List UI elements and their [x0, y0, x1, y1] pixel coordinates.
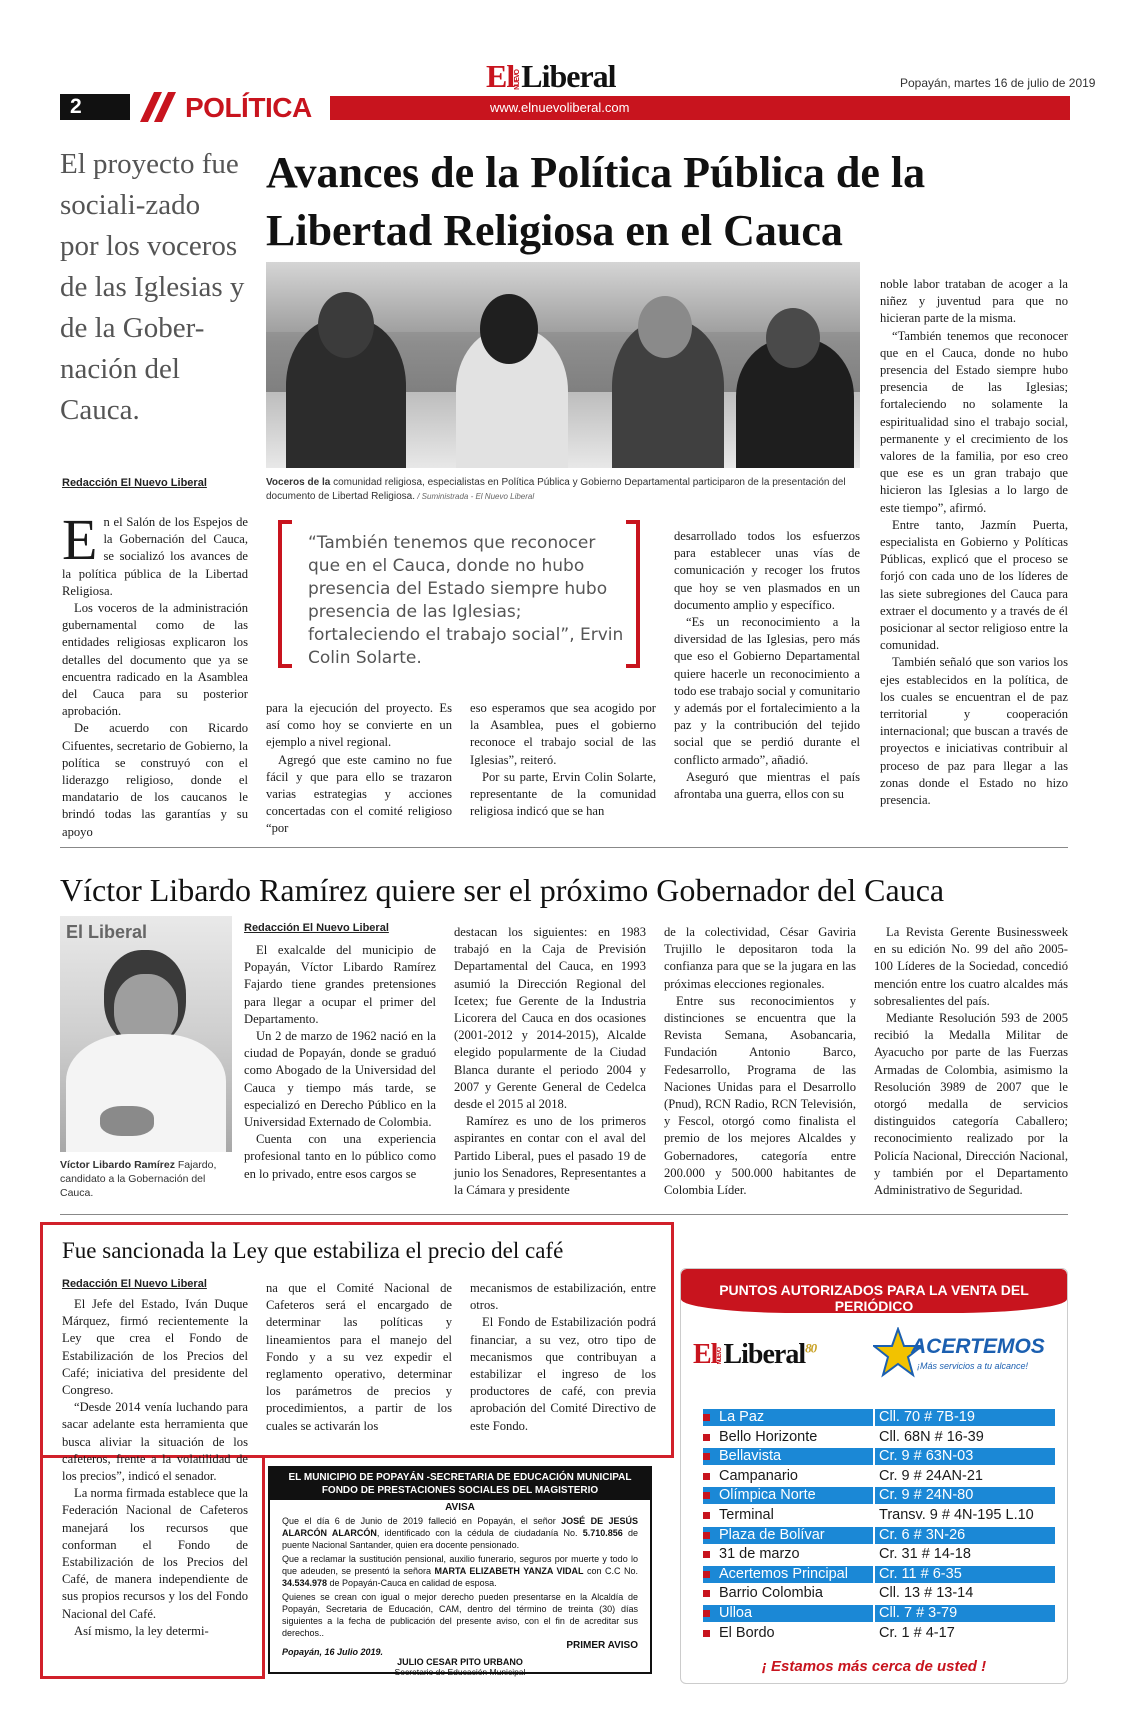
- drop-cap: E: [62, 507, 98, 572]
- notice-aviso-label: PRIMER AVISO: [566, 1640, 638, 1651]
- sales-point-name: Terminal: [719, 1507, 774, 1523]
- paragraph: El Fondo de Estabilización podrá financiar, a su vez, otro tipo de mecanismos que contribuyan a estabilizar el ingreso de los productores de café, con previa aprobación del Comité Directivo de este Fondo.: [470, 1315, 656, 1433]
- paragraph: eso esperamos que sea acogido por la Asamblea, pues el gobierno reconoce el trabajo social de las Iglesias”, reiteró.: [470, 701, 656, 767]
- notice-header-line1: EL MUNICIPIO DE POPAYÁN -SECRETARIA DE EDUCACIÓN MUNICIPAL: [288, 1472, 632, 1483]
- paragraph: También señaló que son varios los ejes establecidos en la política, de los cuales se encuentran el de paz territorial y cooperación internacional; que buscan a través de proyectos e iniciativas contribuir al proceso de paz para llegar a las zonas donde el Estado no hizo presencia.: [880, 655, 1068, 808]
- sales-points-box: [680, 1268, 1068, 1684]
- sales-point-name: Plaza de Bolívar: [719, 1526, 825, 1543]
- column-separator: [873, 1605, 875, 1622]
- article1-column-2: [266, 700, 452, 838]
- bullet-icon: [703, 1571, 710, 1578]
- candidate-caption-text: Fajardo, candidato a la Gobernación del Cauca.: [60, 1159, 217, 1199]
- sales-point-row: [703, 1409, 1055, 1426]
- notice-place-date: Popayán, 16 Julio 2019.: [282, 1647, 384, 1657]
- paragraph: destacan los siguientes: en 1983 trabajó en la Caja de Previsión Departamental del Cauca, en 1993 asumió la Dirección Regional del Icetex; fue Gerente de la Industria Licorera del Cauca en dos ocasiones (2001-2012 y 2014-2015), Alcalde elegido popularmente de la Ciudad Blanca durante el periodo 2004 y 2007 y Gerente General de Cedelca desde el 2015 al 2018.: [454, 925, 646, 1112]
- notice-header-line2: FONDO DE PRESTACIONES SOCIALES DEL MAGISTERIO: [321, 1485, 599, 1496]
- column-separator: [873, 1546, 875, 1563]
- bullet-icon: [703, 1414, 710, 1421]
- column-separator: [873, 1409, 875, 1426]
- sales-point-address: Cr. 9 # 24N-80: [879, 1487, 974, 1504]
- paragraph: Agregó que este camino no fue fácil y que para ello se trazaron varias estrategias y acciones concertadas con el comité religioso “por: [266, 752, 452, 836]
- sales-point-row: [703, 1566, 1055, 1583]
- paragraph: La norma firmada establece que la Federación Nacional de Cafeteros manejará los recursos que conforman el Fondo de Estabilización de los Precios del Café, de manera independiente de sus propios recursos y los del Fondo Nacional del Café.: [62, 1486, 248, 1621]
- paragraph: Aseguró que mientras el país afrontaba una guerra, ellos con su: [674, 769, 860, 802]
- paragraph: “Es un reconocimiento a la diversidad de las Iglesias, pero más que eso el Gobierno Departamental quiere hacerle un reconocimiento a todo ese trabajo social y comunitario y además por el fortalecimiento a la paz y la contribución del tejido social que se perdió durante el conflicto armado”, añadió.: [674, 615, 860, 767]
- notice-signer: JULIO CESAR PITO URBANO: [397, 1657, 523, 1667]
- paragraph: na que el Comité Nacional de Cafeteros será el encargado de determinar las políticas y lineamientos para el manejo del Fondo y a su vez expedir el reglamento operativo, determinar los parámetros de precios y procedimientos, a partir de los cuales se activarán los: [266, 1281, 452, 1433]
- article1-column-1: [62, 507, 248, 841]
- sales-point-name: 31 de marzo: [719, 1546, 800, 1563]
- column-separator: [873, 1507, 875, 1524]
- article3-byline: Redacción El Nuevo Liberal: [62, 1278, 207, 1290]
- article2-byline: Redacción El Nuevo Liberal: [244, 922, 389, 934]
- paragraph: mecanismos de estabilización, entre otros.: [470, 1281, 656, 1313]
- sales-point-name: Acertemos Principal: [719, 1565, 848, 1582]
- column-separator: [873, 1625, 875, 1642]
- paragraph: Entre tanto, Jazmín Puerta, especialista en Gobierno y Políticas Públicas, explicó que el proceso se forjó con cada uno de los líderes de las siete subregiones del Cauca para extraer el documento y a través de él posicionar al sector religioso entre la comunidad.: [880, 517, 1068, 653]
- caption-text: comunidad religiosa, especialistas en Política Pública y Gobierno Departamental participaron de la presentación del documento de Libertad Religiosa.: [266, 477, 846, 502]
- sales-point-address: Cll. 68N # 16-39: [879, 1428, 984, 1445]
- section-divider: [60, 847, 1068, 848]
- sales-point-address: Cr. 31 # 14-18: [879, 1546, 971, 1563]
- issue-date: Popayán, martes 16 de julio de 2019: [900, 76, 1096, 90]
- pull-quote-bracket-left: [278, 520, 292, 668]
- paragraph: Mediante Resolución 593 de 2005 recibió la Medalla Militar de Ayacucho por parte de las Fuerzas Armadas de Colombia, asimismo la Resolución 3989 de 2007 que le otorgó medalla de servicios distinguidos categoría Caballero; reconocimiento realizado por la Policía Nacional, Dirección Nacional, y también por el Departamento Administrativo de Seguridad.: [874, 1011, 1068, 1198]
- legal-notice: [268, 1466, 652, 1677]
- paragraph: “Desde 2014 venía luchando para sacar adelante esta herramienta que busca aliviar la situación de los cafeteros, frente a la volatilidad de los precios”, indicó el senador.: [62, 1400, 248, 1484]
- paragraph: Entre sus reconocimientos y distinciones se encuentra que la Revista Semana, Asobancaria, Fundación Antonio Barco, Fedesarrollo, Programa de las Naciones Unidas para el Desarrollo (Pnud), RCN Radio, RCN Televisión, y Fescol, otorgó como finalista el premio de los mejores Alcaldes y Gobernadores, categoría entre 200.000 y 500.000 habitantes de Colombia Líder.: [664, 993, 856, 1198]
- sales-point-row: [703, 1448, 1055, 1465]
- paragraph: noble labor trataban de acoger a la niñez y juventud para que no hicieran parte de la misma.: [880, 277, 1068, 326]
- paragraph: El exalcalde del municipio de Popayán, Víctor Libardo Ramírez Fajardo tiene grandes pretensiones para llegar a ocupar el primer del Departamento.: [244, 943, 436, 1026]
- article3-column-1: [62, 1296, 248, 1640]
- notice-paragraph: [270, 1552, 650, 1590]
- sales-point-name: Ulloa: [719, 1605, 753, 1621]
- notice-text: Que el día 6 de Junio de 2019 falleció en Popayán, el señor: [282, 1516, 562, 1526]
- paragraph: Ramírez es uno de los primeros aspirantes en contar con el aval del Partido Liberal, pues el pasado 19 de junio los Senadores, Representantes a la Cámara y presidente: [454, 1114, 646, 1198]
- notice-text: Que a reclamar la sustitución pensional, auxilio funerario, seguros por muerte y todo lo que adeuden, se presentó la señora: [282, 1554, 638, 1576]
- sales-point-row: [703, 1585, 1055, 1602]
- notice-paragraph: [270, 1514, 650, 1552]
- column-separator: [873, 1566, 875, 1583]
- article1-column-3: [470, 700, 656, 820]
- newspaper-logo: [486, 58, 616, 95]
- sales-point-address: Cll. 13 # 13-14: [879, 1585, 974, 1602]
- notice-signer-title: Secretario de Educación Municipal: [394, 1667, 526, 1677]
- notice-name: MARTA ELIZABETH YANZA VIDAL: [434, 1566, 584, 1576]
- bullet-icon: [703, 1590, 710, 1597]
- points-logo-80: 80: [805, 1340, 817, 1356]
- column-separator: [873, 1448, 875, 1465]
- section-divider: [60, 1214, 1068, 1215]
- sales-point-row: [703, 1487, 1055, 1504]
- sales-point-name: Barrio Colombia: [719, 1585, 823, 1602]
- paragraph: De acuerdo con Ricardo Cifuentes, secretario de Gobierno, la política se construyó con el liderazgo religioso, donde el mandatario de los caucanos le brindó todas las garantías y su apoyo: [62, 721, 248, 839]
- article3-column-2: [266, 1280, 452, 1435]
- notice-title: AVISA: [445, 1502, 475, 1513]
- sales-point-row: [703, 1625, 1055, 1642]
- column-separator: [873, 1429, 875, 1446]
- article2-column-4: [874, 924, 1068, 1199]
- logo-el: El: [486, 58, 515, 94]
- article-photo-voceros: [266, 262, 860, 468]
- column-separator: [873, 1527, 875, 1544]
- candidate-caption: [60, 1158, 232, 1200]
- sales-point-row: [703, 1527, 1055, 1544]
- paragraph: La Revista Gerente Businessweek en su edición No. 99 del año 2005-100 Líderes de la Sociedad, concedió mención entre los cuatro alcaldes más sobresalientes del país.: [874, 925, 1068, 1008]
- paragraph: Los voceros de la administración gubernamental como de las entidades religiosas explicaron los detalles del documento que ya se encuentra radicado en la Asamblea del Cauca para su posterior aprobación.: [62, 601, 248, 719]
- candidate-photo: [60, 916, 232, 1152]
- sales-point-address: Cll. 70 # 7B-19: [879, 1409, 975, 1425]
- sales-point-row: [703, 1605, 1055, 1622]
- sales-point-name: Olímpica Norte: [719, 1487, 816, 1504]
- notice-text: , identificado con la cédula de ciudadanía No.: [376, 1528, 583, 1538]
- sales-point-address: Cr. 11 # 6-35: [879, 1565, 962, 1582]
- paragraph: Un 2 de marzo de 1962 nació en la ciudad de Popayán, donde se graduó como Abogado de la Universidad del Cauca y tiempo más tarde, se especializó en Derecho Público en la Universidad Externado de Colombia.: [244, 1029, 436, 1130]
- sales-point-address: Cll. 7 # 3-79: [879, 1605, 958, 1621]
- article2-column-2: [454, 924, 646, 1199]
- sales-point-address: Transv. 9 # 4N-195 L.10: [879, 1507, 1034, 1523]
- logo-nuevo: NUEVO: [514, 69, 522, 90]
- sales-point-name: La Paz: [719, 1409, 765, 1425]
- points-logo-liberal: Liberal: [723, 1339, 806, 1370]
- sales-point-row: [703, 1468, 1055, 1485]
- pull-quote-text: “También tenemos que reconocer que en el Cauca, donde no hubo presencia del Estado siempre hubo presencia de las Iglesias; fortaleciendo el trabajo social”, Ervin Colin Solarte.: [308, 533, 624, 668]
- notice-name: JOSÉ DE JESÚS ALARCÓN ALARCÓN: [282, 1516, 639, 1538]
- points-logo-nuevo: NUEVO: [717, 1348, 724, 1365]
- article2-headline: Víctor Libardo Ramírez quiere ser el próximo Gobernador del Cauca: [60, 872, 945, 908]
- column-separator: [873, 1585, 875, 1602]
- page-number: 2: [60, 94, 130, 120]
- bullet-icon: [703, 1512, 710, 1519]
- sales-point-row: [703, 1507, 1055, 1524]
- sales-point-address: Cr. 9 # 63N-03: [879, 1448, 974, 1465]
- caption-lead: Voceros de la: [266, 477, 331, 488]
- article1-column-5: [880, 276, 1068, 809]
- bullet-icon: [703, 1532, 710, 1539]
- bullet-icon: [703, 1630, 710, 1637]
- points-logo-el: El: [693, 1339, 718, 1370]
- logo-liberal: Liberal: [521, 58, 616, 94]
- article2-column-1: [244, 942, 436, 1183]
- paragraph: desarrollado todos los esfuerzos para establecer unas vías de comunicación y recoger los frutos que hoy se ven plasmados en un documento amplio y específico.: [674, 529, 860, 612]
- notice-paragraph: Quienes se crean con igual o mejor derecho pueden presentarse en la Alcaldía de Popayán, Secretaria de Educación, CAM, dentro del término de treinta (30) días siguientes a la fecha de publicación del presente aviso, con el fin de acreditar sus derechos..: [282, 1592, 638, 1638]
- bullet-icon: [703, 1610, 710, 1617]
- column-separator: [873, 1487, 875, 1504]
- sales-point-name: Bello Horizonte: [719, 1428, 818, 1445]
- paragraph: para la ejecución del proyecto. Es así como hoy se convierte en un ejemplo a nivel regional.: [266, 701, 452, 750]
- article1-byline: Redacción El Nuevo Liberal: [62, 477, 207, 489]
- notice-text: de Popayán-Cauca en calidad de esposa.: [327, 1578, 497, 1588]
- sidebar-summary: El proyecto fue sociali-zado por los voceros de las Iglesias y de la Gober-nación del Cauca.: [60, 148, 245, 426]
- section-slash-icon: [132, 92, 184, 122]
- article3-column-3: [470, 1280, 656, 1435]
- sales-point-row: [703, 1429, 1055, 1446]
- main-headline: Avances de la Política Pública de la Libertad Religiosa en el Cauca: [266, 148, 926, 255]
- photo-caption: [266, 476, 862, 504]
- paragraph: Así mismo, la ley determi-: [74, 1623, 209, 1638]
- notice-id: 34.534.978: [282, 1578, 328, 1588]
- notice-header: [270, 1468, 650, 1500]
- acertemos-slogan: ¡Más servicios a tu alcance!: [917, 1361, 1029, 1371]
- points-liberal-logo: [693, 1339, 816, 1371]
- article3-headline: Fue sancionada la Ley que estabiliza el precio del café: [62, 1238, 564, 1263]
- notice-text: de puente Nacional Santander, quien era docente pensionado.: [282, 1528, 638, 1550]
- photo-backdrop-logo: El Liberal: [66, 922, 148, 942]
- paragraph: Cuenta con una experiencia profesional tanto en lo público como en lo privado, entre esos cargos se: [244, 1132, 436, 1181]
- sales-point-address: Cr. 1 # 4-17: [879, 1624, 955, 1641]
- bullet-icon: [703, 1492, 710, 1499]
- paragraph: El Jefe del Estado, Iván Duque Márquez, firmó recientemente la Ley que crea el Fondo de Estabilización de los Precios del Café; iniciativa del presidente del Congreso.: [62, 1297, 248, 1398]
- paragraph: n el Salón de los Espejos de la Gobernación del Cauca, se socializó los avances de la política pública de la Libertad Religiosa.: [62, 515, 248, 598]
- article2-column-3: [664, 924, 856, 1199]
- bullet-icon: [703, 1453, 710, 1460]
- notice-text: con C.C No.: [583, 1566, 638, 1576]
- header-red-bar: [330, 96, 1070, 120]
- sales-point-name: Bellavista: [719, 1448, 782, 1465]
- paragraph: de la colectividad, César Gaviria Trujillo le depositaron toda la confianza para que se la jugara en las próximas elecciones regionales.: [664, 925, 856, 991]
- sales-point-name: El Bordo: [719, 1624, 775, 1641]
- paragraph: Por su parte, Ervin Colin Solarte, representante de la comunidad religiosa indicó que se han: [470, 769, 656, 819]
- sales-point-name: Campanario: [719, 1467, 798, 1484]
- pull-quote-bracket-right: [626, 520, 640, 668]
- paragraph: “También tenemos que reconocer que en el Cauca, donde no hubo presencia del Estado siempre hubo presencia de las Iglesias; fortaleciendo no solamente la espiritualidad sino el trabajo social, permanente y el crecimiento de los valores de la familia, por eso creo que ese es un gran trabajo que hicieron las Iglesias a lo largo de este tiempo”, afirmó.: [880, 328, 1068, 515]
- sales-point-address: Cr. 6 # 3N-26: [879, 1526, 966, 1543]
- bullet-icon: [703, 1551, 710, 1558]
- sales-point-address: Cr. 9 # 24AN-21: [879, 1467, 983, 1484]
- column-separator: [873, 1468, 875, 1485]
- caption-credit: / Suministrada - El Nuevo Liberal: [414, 492, 535, 501]
- sales-points-title: PUNTOS AUTORIZADOS PARA LA VENTA DEL PERIÓDICO: [681, 1269, 1067, 1313]
- acertemos-logo: ACERTEMOS: [911, 1335, 1045, 1358]
- bullet-icon: [703, 1473, 710, 1480]
- article1-column-4: [674, 528, 860, 803]
- notice-id: 5.710.856: [582, 1528, 623, 1538]
- section-title: POLÍTICA: [185, 92, 312, 123]
- candidate-caption-name: Víctor Libardo Ramírez: [60, 1159, 175, 1171]
- website-link[interactable]: www.elnuevoliberal.com: [490, 100, 630, 115]
- bullet-icon: [703, 1434, 710, 1441]
- sales-point-row: [703, 1546, 1055, 1563]
- pull-quote: [278, 520, 640, 670]
- sales-points-closing: ¡ Estamos más cerca de usted !: [761, 1658, 987, 1675]
